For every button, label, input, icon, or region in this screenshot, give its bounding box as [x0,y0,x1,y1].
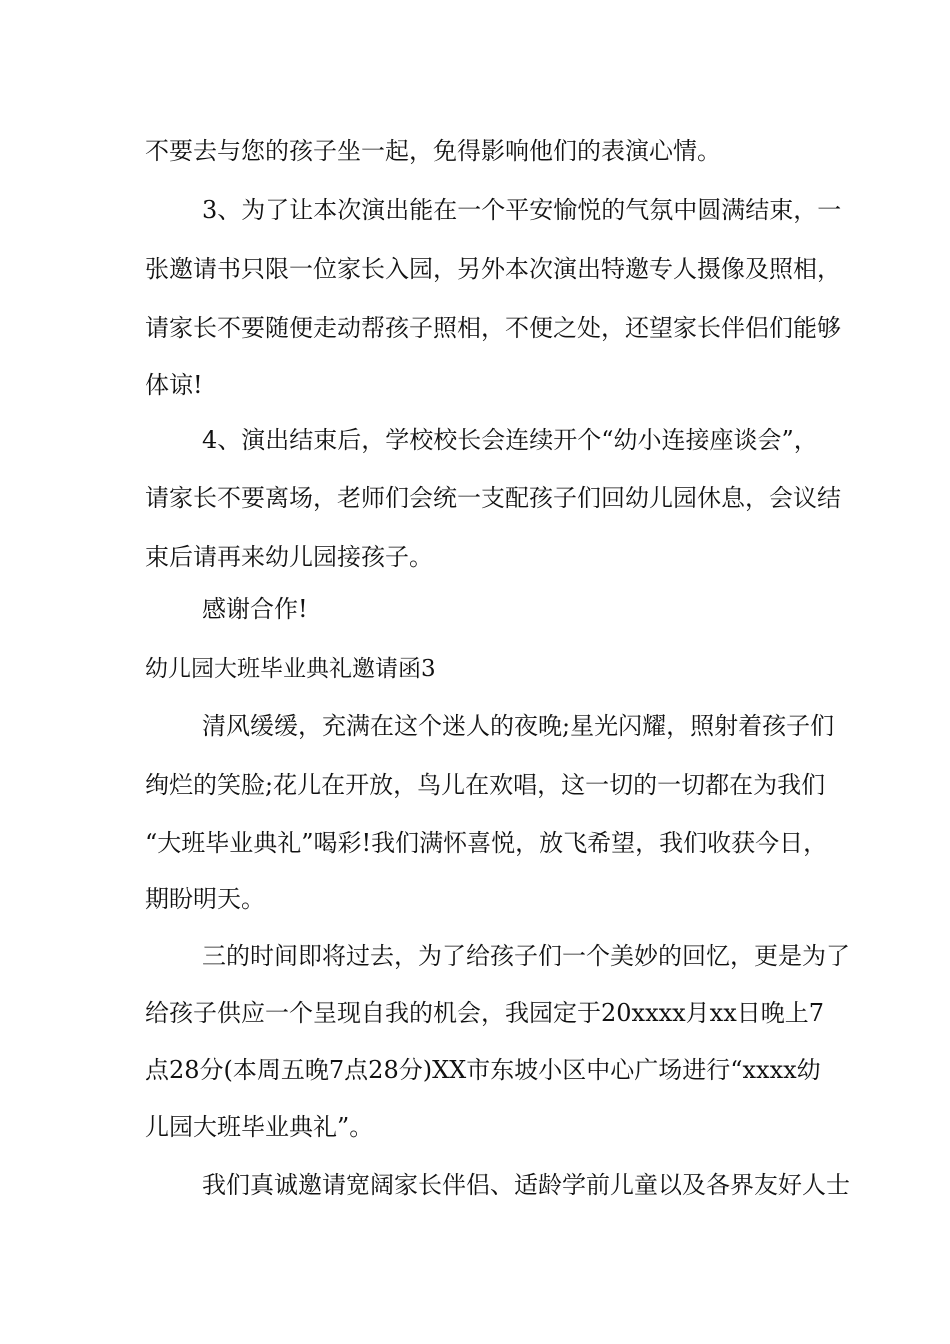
paragraph-line: 给孩子供应一个呈现自我的机会，我园定于20xxxx月xx日晚上7 [145,999,825,1027]
paragraph-line: 请家长不要离场，老师们会统一支配孩子们回幼儿园休息，会议结 [145,484,841,512]
paragraph-line: 体谅! [145,371,203,399]
paragraph-line: 清风缓缓，充满在这个迷人的夜晚;星光闪耀，照射着孩子们 [202,712,835,740]
paragraph-line: 绚烂的笑脸;花儿在开放，鸟儿在欢唱，这一切的一切都在为我们 [145,771,826,799]
paragraph-line: 期盼明天。 [145,885,265,913]
paragraph-line: 儿园大班毕业典礼”。 [145,1113,374,1141]
paragraph-line: 3、为了让本次演出能在一个平安愉悦的气氛中圆满结束，一 [202,196,842,224]
paragraph-line: 感谢合作! [202,595,308,623]
paragraph-line: 三的时间即将过去，为了给孩子们一个美妙的回忆，更是为了 [202,942,850,970]
section-heading: 幼儿园大班毕业典礼邀请函3 [145,656,436,682]
paragraph-line: 束后请再来幼儿园接孩子。 [145,543,433,571]
paragraph-line: 请家长不要随便走动帮孩子照相，不便之处，还望家长伴侣们能够 [145,314,841,342]
paragraph-line: “大班毕业典礼”喝彩!我们满怀喜悦，放飞希望，我们收获今日， [145,829,828,857]
paragraph-line: 张邀请书只限一位家长入园，另外本次演出特邀专人摄像及照相， [145,255,841,283]
paragraph-line: 点28分(本周五晚7点28分)XX市东坡小区中心广场进行“xxxx幼 [145,1056,821,1084]
paragraph-line: 我们真诚邀请宽阔家长伴侣、适龄学前儿童以及各界友好人士 [202,1171,850,1199]
paragraph-line: 4、演出结束后，学校校长会连续开个“幼小连接座谈会”， [202,426,818,454]
paragraph-line: 不要去与您的孩子坐一起，免得影响他们的表演心情。 [145,137,721,165]
